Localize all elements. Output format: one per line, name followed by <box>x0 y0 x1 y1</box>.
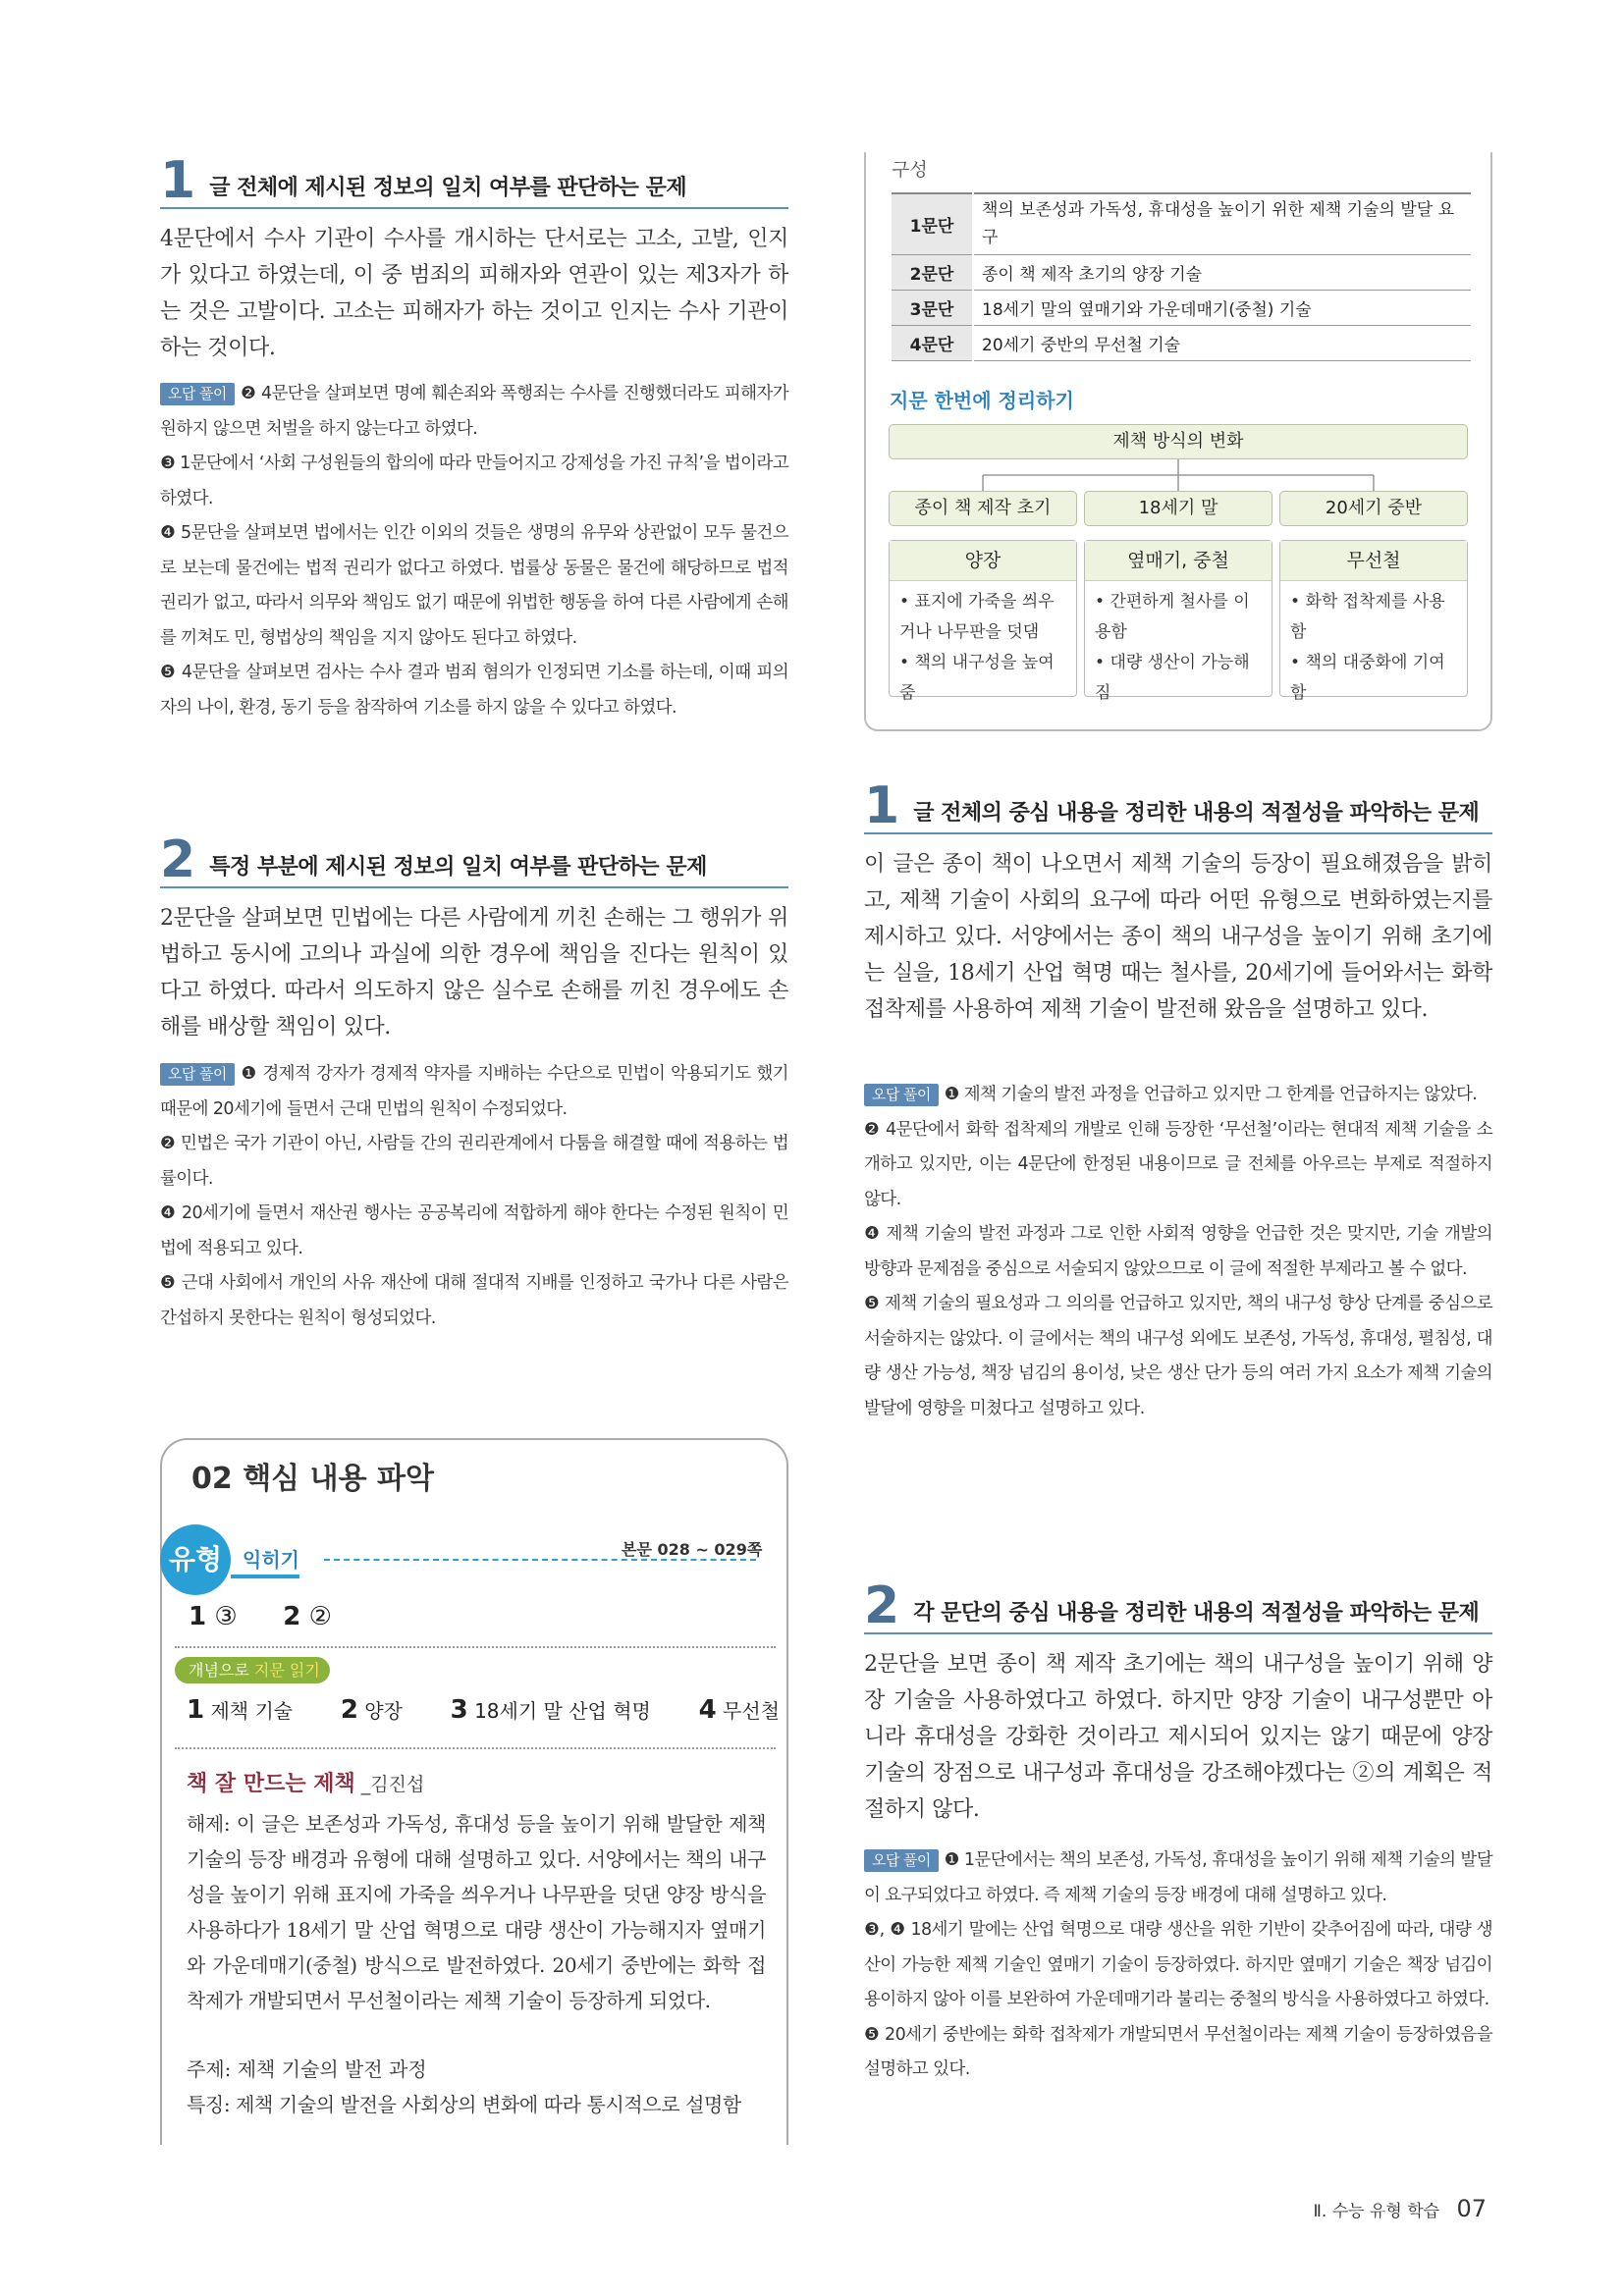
passage-title-text: 책 잘 만드는 제책 <box>187 1772 355 1796</box>
diagram-top-box: 제책 방식의 변화 <box>889 424 1468 459</box>
answers-row <box>189 1602 332 1631</box>
structure-label: 구성 <box>892 159 928 181</box>
section-title: 특정 부분에 제시된 정보의 일치 여부를 판단하는 문제 <box>209 855 707 880</box>
page-footer <box>1314 2195 1487 2222</box>
category-item: 화학 접착제를 사용함 <box>1290 592 1445 642</box>
category-item: 간편하게 철사를 이용함 <box>1095 592 1250 642</box>
core-number: 02 <box>191 1462 233 1496</box>
paragraph-value: 종이 책 제작 초기의 양장 기술 <box>973 254 1471 290</box>
section-title: 각 문단의 중심 내용을 정리한 내용의 적절성을 파악하는 문제 <box>913 1601 1480 1626</box>
concept-items <box>187 1695 780 1725</box>
passage-feature: 특징: 제책 기술의 발전을 사회상의 변화에 따라 통시적으로 설명함 <box>187 2093 741 2116</box>
paragraph-key: 4문단 <box>892 325 973 360</box>
note-item <box>160 1127 788 1197</box>
note-mark: ❶ <box>944 1850 959 1870</box>
paragraph-key: 1문단 <box>892 193 973 254</box>
concept-text: 무선철 <box>723 1699 780 1723</box>
note-item <box>160 447 788 516</box>
passage-title <box>187 1767 424 1797</box>
wrong-answer-badge: 오답 풀이 <box>864 1849 939 1872</box>
note-item <box>864 1078 1492 1113</box>
note-mark: ❺ <box>160 663 176 682</box>
left-section-1-body: 4문단에서 수사 기관이 수사를 개시하는 단서로는 고소, 고발, 인지가 있다고 하였는데, 이 중 범죄의 피해자와 연관이 있는 제3자가 하는 것은 고발이다. 고소는 피해자가 하는 것이고 인지는 수사 기관이 하는 것이다. <box>160 227 788 360</box>
paragraph-key: 2문단 <box>892 254 973 290</box>
left-section-2-notes <box>160 1057 788 1336</box>
note-mark: ❹ <box>160 1203 177 1223</box>
paragraph-value: 18세기 말의 옆매기와 가운데매기(중철) 기술 <box>973 290 1471 325</box>
note-text: 20세기에 들면서 재산권 행사는 공공복리에 적합하게 해야 한다는 수정된 원칙이 민법에 적용되고 있다. <box>160 1203 789 1258</box>
note-text: 1문단에서 ‘사회 구성원들의 합의에 따라 만들어지고 강제성을 가진 규칙’을 법이라고 하였다. <box>160 454 789 508</box>
note-item <box>864 1217 1492 1287</box>
right-section-2-heading <box>864 1575 1492 1634</box>
concept-num: 4 <box>698 1695 717 1725</box>
footer-section: Ⅱ. 수능 유형 학습 <box>1313 2202 1440 2221</box>
diagram-category-box <box>1279 540 1468 703</box>
type-underline <box>231 1575 299 1578</box>
diagram-category-box <box>1084 540 1272 703</box>
paragraph-value: 책의 보존성과 가독성, 휴대성을 높이기 위한 제책 기술의 발달 요구 <box>973 193 1471 254</box>
note-text: 4문단을 살펴보면 명예 훼손죄와 폭행죄는 수사를 진행했더라도 피해자가 원하지 않으면 처벌을 하지 않는다고 하였다. <box>160 384 789 439</box>
note-item <box>864 2018 1492 2088</box>
page-number: 07 <box>1456 2195 1487 2222</box>
note-text: 제책 기술의 발전 과정과 그로 인한 사회적 영향을 언급한 것은 맞지만, 기술 개발의 방향과 문제점을 중심으로 서술되지 않았으므로 이 글에 적절한 부제라고 볼 수 없다. <box>864 1224 1492 1279</box>
right-section-1-body: 이 글은 종이 책이 나오면서 제책 기술의 등장이 필요해졌음을 밝히고, 제책 기술이 사회의 요구에 따라 어떤 유형으로 변화하였는지를 제시하고 있다. 서양에서는 종이 책의 내구성을 높이기 위해 초기에는 실을, 18세기 산업 혁명 때는 철사를, 20세기에 들어와서는 화학 접착제를 사용하여 제책 기술이 발전해 왔음을 설명하고 있다. <box>864 852 1492 1022</box>
note-item <box>160 1197 788 1266</box>
right-section-1-heading <box>864 775 1492 834</box>
answer-number: 2 <box>283 1602 301 1631</box>
page-reference: 본문 028 ~ 029쪽 <box>622 1540 763 1559</box>
note-mark: ❷ <box>160 1134 176 1153</box>
concept-text: 양장 <box>364 1699 403 1723</box>
section-number: 2 <box>864 1576 900 1635</box>
note-mark: ❸ <box>160 454 176 473</box>
answer-choice: ② <box>308 1602 332 1631</box>
table-row <box>892 254 1471 290</box>
note-item <box>864 1843 1492 1913</box>
answer-choice: ③ <box>214 1602 238 1631</box>
note-mark: ❷ <box>864 1119 881 1140</box>
summary-label: 지문 한번에 정리하기 <box>890 389 1074 412</box>
note-mark: ❸, ❹ <box>864 1920 905 1940</box>
type-label: 유형 <box>168 1543 223 1575</box>
note-mark: ❺ <box>864 1294 880 1313</box>
note-text: 제책 기술의 필요성과 그 의의를 언급하고 있지만, 책의 내구성 향상 단계를 중심으로 서술하지는 않았다. 이 글에서는 책의 내구성 외에도 보존성, 가독성, 휴대성, 펼침성, 대량 생산 가능성, 책장 넘김의 용이성, 낮은 생산 단가 등의 여러 가지 요소가 제책 기술의 발달에 영향을 미쳤다고 설명하고 있다. <box>864 1294 1493 1418</box>
passage-theme: 주제: 제책 기술의 발전 과정 <box>187 2057 427 2081</box>
note-mark: ❷ <box>240 384 256 403</box>
category-item: 책의 내구성을 높여 줌 <box>899 653 1055 703</box>
right-section-2-notes <box>864 1843 1492 2088</box>
note-text: 경제적 강자가 경제적 약자를 지배하는 수단으로 민법이 악용되기도 했기 때문에 20세기에 들면서 근대 민법의 원칙이 수정되었다. <box>160 1064 788 1119</box>
passage-body: 해제: 이 글은 보존성과 가독성, 휴대성 등을 높이기 위해 발달한 제책 기술의 등장 배경과 유형에 대해 설명하고 있다. 서양에서는 책의 내구성을 높이기 위해 표지에 가죽을 씌우거나 나무판을 덧댄 양장 방식을 사용하다가 18세기 말 산업 혁명으로 대량 생산이 가능해지자 옆매기와 가운데매기(중철) 방식으로 발전하였다. 20세기 중반에는 화학 접착제가 개발되면서 무선철이라는 제책 기술이 등장하게 되었다. <box>187 1812 766 2012</box>
wrong-answer-badge: 오답 풀이 <box>864 1084 939 1106</box>
answers-divider <box>175 1646 776 1648</box>
category-items: • 표지에 가죽을 씌우거나 나무판을 덧댐 • 책의 내구성을 높여 줌 <box>899 592 1055 703</box>
note-text: 20세기 중반에는 화학 접착제가 개발되면서 무선철이라는 제책 기술이 등장하였음을 설명하고 있다. <box>864 2024 1493 2079</box>
note-item <box>160 1266 788 1336</box>
category-items: • 간편하게 철사를 이용함 • 대량 생산이 가능해짐 <box>1095 592 1250 703</box>
note-text: 근대 사회에서 개인의 사유 재산에 대해 절대적 지배를 인정하고 국가나 다른 사람은 간섭하지 못한다는 원칙이 형성되었다. <box>160 1273 788 1328</box>
note-text: 18세기 말에는 산업 혁명으로 대량 생산을 위한 기반이 갖추어짐에 따라, 대량 생산이 가능한 제책 기술인 옆매기 기술이 등장하였다. 하지만 옆매기 기술은 책장 넘김이 용이하지 않아 이를 보완하여 가운데매기라 불리는 중철의 방식을 사용하였다고 하였다. <box>864 1920 1492 2009</box>
right-section-2-body: 2문단을 보면 종이 책 제작 초기에는 책의 내구성을 높이기 위해 양장 기술을 사용하였다고 하였다. 하지만 양장 기술이 내구성뿐만 아니라 휴대성을 강화한 것이라고 제시되어 있지는 않기 때문에 양장 기술의 장점으로 내구성과 휴대성을 강조해야겠다는 ②의 계획은 적절하지 않다. <box>864 1652 1492 1822</box>
note-text: 4문단에서 화학 접착제의 개발로 인해 등장한 ‘무선철’이라는 현대적 제책 기술을 소개하고 있지만, 이는 4문단에 한정된 내용이므로 글 전체를 아우르는 부제로 적절하지 않다. <box>864 1119 1492 1209</box>
table-row <box>892 193 1471 254</box>
diagram-period-box: 종이 책 제작 초기 <box>889 491 1077 526</box>
note-item <box>864 1287 1492 1426</box>
category-item: 표지에 가죽을 씌우거나 나무판을 덧댐 <box>899 592 1055 642</box>
table-row <box>892 325 1471 360</box>
diagram-category-box <box>889 540 1077 703</box>
note-text: 1문단에서는 책의 보존성, 가독성, 휴대성을 높이기 위해 제책 기술의 발달이 요구되었다고 하였다. 즉 제책 기술의 등장 배경에 대해 설명하고 있다. <box>864 1850 1493 1905</box>
section-title: 글 전체에 제시된 정보의 일치 여부를 판단하는 문제 <box>209 176 687 200</box>
note-text: 민법은 국가 기관이 아닌, 사람들 간의 권리관계에서 다툼을 해결할 때에 적용하는 법률이다. <box>160 1134 789 1189</box>
category-item: 책의 대중화에 기여함 <box>1290 653 1445 703</box>
table-row <box>892 290 1471 325</box>
note-item <box>160 1057 788 1127</box>
note-text: 제책 기술의 발전 과정을 언급하고 있지만 그 한계를 언급하지는 않았다. <box>963 1085 1478 1104</box>
note-text: 4문단을 살펴보면 검사는 수사 결과 범죄 혐의가 인정되면 기소를 하는데, 이때 피의자의 나이, 환경, 동기 등을 참작하여 기소를 하지 않을 수 있다고 하였다. <box>160 663 788 718</box>
diagram-period-box: 18세기 말 <box>1084 491 1272 526</box>
section-number: 2 <box>160 830 196 889</box>
category-header: 양장 <box>890 541 1076 581</box>
wrong-answer-badge: 오답 풀이 <box>160 1063 235 1086</box>
type-sub-label: 익히기 <box>243 1548 299 1572</box>
note-item <box>864 1113 1492 1218</box>
answer-number: 1 <box>189 1602 207 1631</box>
core-title: 핵심 내용 파악 <box>243 1462 434 1496</box>
core-section-tab <box>160 1438 788 1507</box>
concept-tag-prefix: 개념으로 <box>189 1661 254 1680</box>
note-item <box>160 516 788 656</box>
note-mark: ❶ <box>240 1064 257 1084</box>
paragraph-key: 3문단 <box>892 290 973 325</box>
diagram-period-box: 20세기 중반 <box>1279 491 1468 526</box>
core-section-title <box>191 1454 434 1497</box>
type-badge <box>160 1524 231 1595</box>
note-mark: ❶ <box>944 1085 959 1104</box>
wrong-answer-badge: 오답 풀이 <box>160 383 235 405</box>
category-items: • 화학 접착제를 사용함 • 책의 대중화에 기여함 <box>1290 592 1445 703</box>
paragraph-structure-table <box>892 192 1471 361</box>
section-number: 1 <box>864 776 900 835</box>
left-section-1-notes <box>160 377 788 725</box>
note-item <box>160 377 788 447</box>
right-section-1-notes <box>864 1078 1492 1426</box>
section-number: 1 <box>160 151 196 210</box>
left-section-2-heading <box>160 829 788 888</box>
note-mark: ❹ <box>160 523 176 543</box>
concept-num: 1 <box>187 1695 205 1725</box>
note-mark: ❹ <box>864 1224 881 1244</box>
note-item <box>864 1913 1492 2018</box>
concept-tag-suffix: 지문 읽기 <box>253 1661 320 1680</box>
concept-text: 18세기 말 산업 혁명 <box>474 1699 651 1723</box>
category-header: 무선철 <box>1280 541 1467 581</box>
note-mark: ❺ <box>864 2024 880 2045</box>
category-header: 옆매기, 중철 <box>1085 541 1272 581</box>
concept-divider <box>175 1747 776 1749</box>
note-text: 5문단을 살펴보면 법에서는 인간 이외의 것들은 생명의 유무와 상관없이 모두 물건으로 보는데 물건에는 법적 권리가 없다고 하였다. 법률상 동물은 물건에 해당하므로 법적 권리가 없고, 따라서 의무와 책임도 없기 때문에 위법한 행동을 하여 다른 사람에게 손해를 끼쳐도 민, 형법상의 책임을 지지 않아도 된다고 하였다. <box>160 523 789 648</box>
left-section-2-body: 2문단을 살펴보면 민법에는 다른 사람에게 끼친 손해는 그 행위가 위법하고 동시에 고의나 과실에 의한 경우에 책임을 진다는 원칙이 있다고 하였다. 따라서 의도하지 않은 실수로 손해를 끼친 경우에도 손해를 배상할 책임이 있다. <box>160 906 788 1040</box>
concept-tag <box>175 1657 330 1683</box>
left-section-1-heading <box>160 150 788 209</box>
concept-num: 3 <box>450 1695 468 1725</box>
note-item <box>160 656 788 725</box>
note-mark: ❺ <box>160 1273 176 1293</box>
concept-text: 제책 기술 <box>210 1699 294 1723</box>
section-title: 글 전체의 중심 내용을 정리한 내용의 적절성을 파악하는 문제 <box>913 801 1480 826</box>
concept-num: 2 <box>340 1695 358 1725</box>
passage-author: _김진섭 <box>354 1774 425 1795</box>
category-item: 대량 생산이 가능해짐 <box>1095 653 1250 703</box>
paragraph-value: 20세기 중반의 무선철 기술 <box>973 325 1471 360</box>
